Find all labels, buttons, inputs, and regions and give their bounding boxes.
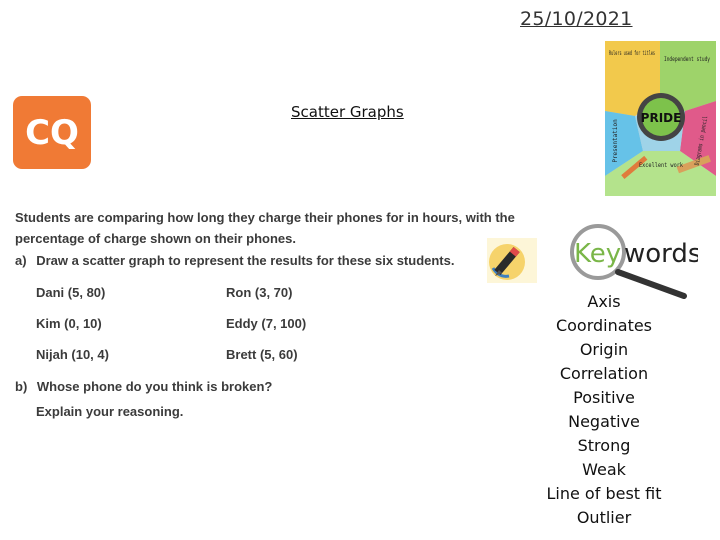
keyword-item: Origin — [579, 340, 629, 359]
keyword-item: Correlation — [559, 364, 649, 383]
part-a-label: a) — [15, 253, 27, 268]
cq-badge — [13, 96, 91, 169]
pride-top-right: Independent study — [664, 55, 711, 63]
keyword-item: Negative — [568, 412, 640, 431]
pride-left: Presentation — [612, 119, 619, 163]
pride-poster-graphic — [605, 41, 716, 196]
student-point: Ron (3, 70) — [226, 285, 293, 300]
keyword-item: Line of best fit — [546, 484, 662, 503]
keyword-item: Axis — [587, 292, 621, 311]
student-point: Dani (5, 80) — [36, 285, 106, 300]
page-title: Scatter Graphs — [291, 103, 404, 121]
part-a-text: Draw a scatter graph to represent the results for these six students. — [36, 253, 455, 268]
student-point: Kim (0, 10) — [36, 316, 102, 331]
pride-right: Diagrams in pencil — [693, 100, 712, 166]
student-point: Eddy (7, 100) — [226, 316, 307, 331]
pride-bottom: Excellent work — [639, 161, 684, 169]
keyword-list — [540, 290, 668, 530]
part-b-label: b) — [15, 379, 28, 394]
keywords-logo-words: words — [624, 239, 698, 269]
pride-poster — [605, 41, 716, 196]
keyword-item: Coordinates — [555, 316, 653, 335]
keywords-logo — [568, 224, 698, 299]
part-b-text: Whose phone do you think is broken? — [36, 379, 273, 394]
student-point: Brett (5, 60) — [226, 347, 298, 362]
question-intro: Students are comparing how long they charge their phones for in hours, with the percentage of charge shown on their phones. — [15, 210, 515, 246]
keyword-item: Strong — [577, 436, 631, 455]
question-part-b — [15, 379, 272, 394]
keyword-item: Weak — [582, 460, 626, 479]
pride-center: PRIDE — [640, 111, 682, 125]
keyword-item: Positive — [573, 388, 635, 407]
part-b-explain: Explain your reasoning. — [36, 404, 184, 419]
cq-badge-label: CQ — [25, 112, 79, 153]
keyword-item: Outlier — [576, 508, 632, 527]
student-point: Nijah (10, 4) — [36, 347, 109, 362]
pride-top-left: Rulers used for titles — [609, 49, 656, 57]
date: 25/10/2021 — [520, 8, 633, 30]
keywords-logo-key: Key — [574, 239, 622, 269]
pencil-icon — [487, 238, 537, 283]
question-part-a — [15, 253, 454, 268]
